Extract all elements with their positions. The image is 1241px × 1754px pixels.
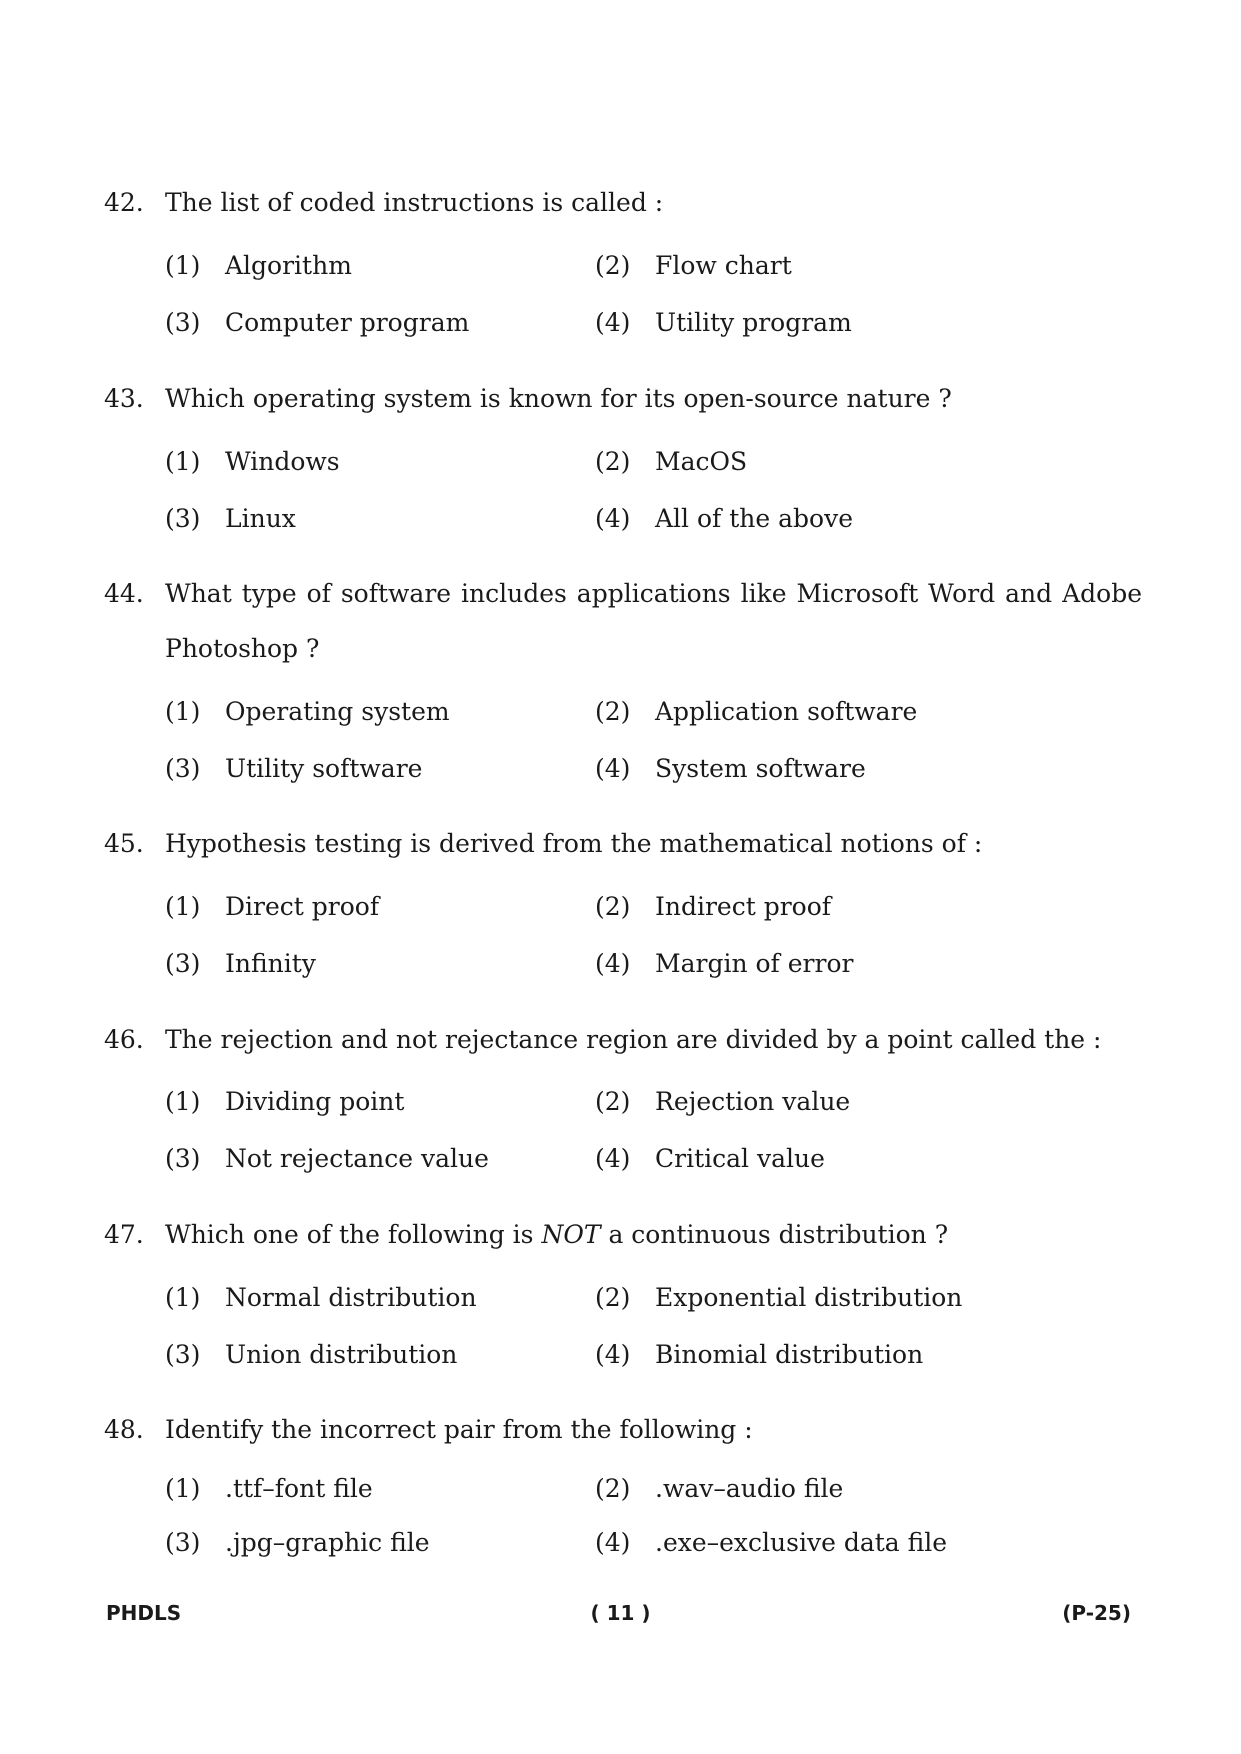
option-text: Linux [225,504,296,533]
question-number: 43. [104,384,144,413]
page-number: ( 11 ) [590,1601,651,1625]
option-text: All of the above [655,504,854,533]
question-number: 47. [104,1220,144,1249]
option-text: Margin of error [655,949,854,978]
option-text: Operating system [225,697,450,726]
option-number: (4) [595,504,631,533]
option-text: Flow chart [655,251,792,280]
option-text: Infinity [225,949,316,978]
question-text: Which operating system is known for its open-source nature ? [165,384,952,413]
question-text: Hypothesis testing is derived from the mathematical notions of : [165,829,983,858]
option-number: (4) [595,1144,631,1173]
option-number: (4) [595,1340,631,1369]
option-text: MacOS [655,447,748,476]
option-text: Exponential distribution [655,1283,963,1312]
footer-series: (P-25) [1062,1601,1131,1625]
question-text [165,1218,1142,1252]
option-text: .jpg–graphic file [225,1528,430,1557]
option-text: Computer program [225,308,470,337]
option-number: (3) [165,1528,201,1557]
option-number: (3) [165,1340,201,1369]
footer-code: PHDLS [106,1601,182,1625]
option-number: (3) [165,504,201,533]
option-text: Utility software [225,754,423,783]
option-text: Algorithm [225,251,352,280]
option-text: .ttf–font file [225,1474,373,1503]
option-number: (2) [595,1283,631,1312]
option-number: (2) [595,447,631,476]
option-number: (2) [595,1087,631,1116]
option-number: (1) [165,697,201,726]
option-text: Indirect proof [655,892,832,921]
option-number: (4) [595,754,631,783]
question-number: 48. [104,1415,144,1444]
option-number: (2) [595,251,631,280]
option-text: System software [655,754,866,783]
option-text: Not rejectance value [225,1144,489,1173]
question-text: The rejection and not rejectance region are divided by a point called the : [165,1025,1102,1054]
option-number: (2) [595,892,631,921]
question-number: 44. [104,579,144,608]
option-number: (3) [165,1144,201,1173]
question-number: 45. [104,829,144,858]
question-text: The list of coded instructions is called : [165,188,664,217]
option-text: Binomial distribution [655,1340,924,1369]
option-number: (1) [165,1087,201,1116]
option-text: Normal distribution [225,1283,477,1312]
option-number: (4) [595,949,631,978]
option-number: (4) [595,308,631,337]
option-number: (1) [165,892,201,921]
option-text: .exe–exclusive data file [655,1528,948,1557]
option-number: (2) [595,1474,631,1503]
option-number: (1) [165,1283,201,1312]
option-number: (1) [165,447,201,476]
option-number: (3) [165,754,201,783]
option-number: (3) [165,308,201,337]
question-number: 42. [104,188,144,217]
option-number: (1) [165,1474,201,1503]
question-text-line-2: Photoshop ? [165,634,320,663]
question-text-start: Which one of the following is [165,1220,542,1249]
option-text: Dividing point [225,1087,405,1116]
option-text: Utility program [655,308,852,337]
question-number: 46. [104,1025,144,1054]
option-text: Windows [225,447,340,476]
option-number: (2) [595,697,631,726]
option-number: (3) [165,949,201,978]
option-text: Direct proof [225,892,380,921]
option-text: .wav–audio file [655,1474,844,1503]
option-text: Application software [655,697,918,726]
option-text: Rejection value [655,1087,851,1116]
option-number: (4) [595,1528,631,1557]
question-text-emphasis: NOT [541,1220,601,1249]
option-text: Critical value [655,1144,825,1173]
option-number: (1) [165,251,201,280]
question-text-line-1: What type of software includes applications like Microsoft Word and Adobe [165,579,1142,608]
question-text-end: a continuous distribution ? [600,1220,949,1249]
option-text: Union distribution [225,1340,458,1369]
question-text: Identify the incorrect pair from the following : [165,1415,753,1444]
